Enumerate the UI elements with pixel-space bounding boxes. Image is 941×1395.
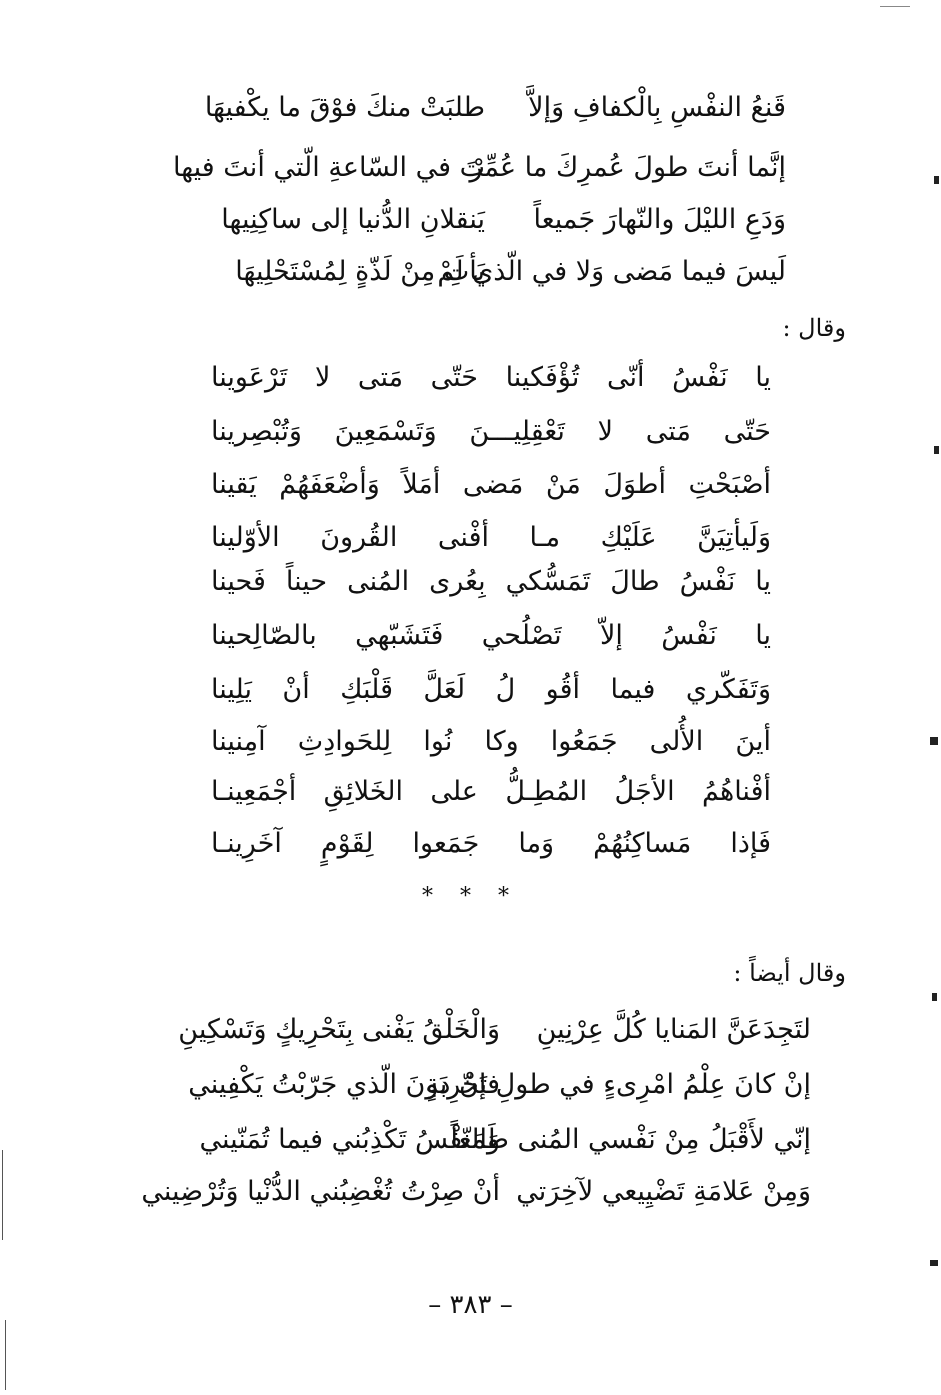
scan-edge-mark	[930, 737, 938, 745]
scan-edge-mark	[880, 6, 910, 7]
page-number: – ٣٨٣ –	[428, 1290, 513, 1320]
verse-line: أينَ الأُلى جَمَعُوا وكا نُوا لِلحَوادِثِ آمِنينا	[211, 726, 771, 757]
verse-left-hemistich: وَالْخَلْقُ يَفْنى بِتَحْرِيكٍ وَتَسْكِينِ	[178, 1014, 500, 1045]
section-heading: وقال :	[782, 314, 846, 342]
scan-edge-line	[5, 1320, 6, 1390]
verse-line: يا نَفْسُ أنّى تُؤْفَكينا حَتّى مَتى لا تَرْعَوينا	[211, 362, 771, 393]
verse-right-hemistich: قَنعُ النفْسِ بِالْكفافِ وَإلاَّ	[528, 92, 786, 123]
verse-left-hemistich: يَنقلانِ الدُّنيا إلى ساكِنِيها	[221, 204, 485, 235]
verse-right-hemistich: وَمِنْ عَلامَةِ تَضْيِيعي لآخِرَتي	[516, 1176, 811, 1207]
verse-right-hemistich: إنَّما أنتَ طولَ عُمرِكَ ما عُمِّرْ	[469, 152, 786, 183]
scan-edge-mark	[930, 1260, 938, 1266]
section-separator: * * *	[422, 884, 519, 909]
verse-right-hemistich: وَدَعِ الليْلَ والنّهارَ جَميعاً	[533, 204, 786, 235]
verse-left-hemistich: فإنّ دونَ الّذي جَرّبْتُ يَكْفِيني	[188, 1069, 500, 1100]
verse-left-hemistich: يَأتِ مِنْ لَذّةٍ لِمُسْتَحْلِيهَا	[235, 256, 485, 287]
verse-line: فَإذا مَساكِنُهُمْ وَما جَمَعوا لِقَوْمٍ آخَرِينـا	[211, 828, 771, 859]
verse-line: حَتّى مَتى لا تَعْقِلِيـــنَ وَتَسْمَعِينَ وَتُبْصِرينا	[211, 416, 771, 447]
verse-line: وَلَيأتِيَنَّ عَلَيْكِ مـا أفْنى القُرونَ الأوّلينا	[211, 522, 771, 553]
verse-left-hemistich: طلبَتْ منكَ فوْقَ ما يكْفيهَا	[204, 92, 485, 123]
scan-edge-mark	[934, 446, 939, 454]
verse-right-hemistich: إنّي لأَقْبَلُ مِنْ نَفْسي المُنى طَمَعاً	[450, 1124, 811, 1155]
scan-edge-mark	[932, 993, 937, 1001]
verse-right-hemistich: لتَجِدَعَنَّ المَنايا كُلَّ عِرْنِينِ	[536, 1014, 811, 1045]
verse-line: أفْناهُمُ الأجَلُ المُطِـلُّ على الخَلائِقِ أجْمَعِينـا	[211, 776, 771, 807]
scan-edge-mark	[934, 176, 939, 184]
verse-line: يا نَفْسُ طالَ تَمَسُّكي بِعُرى المُنى حيناً فَحينا	[211, 566, 771, 597]
verse-line: أصْبَحْتِ أطوَلَ مَنْ مَضى أمَلاً وَأضْعَفَهُمْ يَقينا	[211, 469, 771, 500]
section-heading: وقال أيضاً :	[733, 959, 846, 987]
scan-edge-line	[2, 1150, 3, 1240]
verse-line: وَتَفَكّري فيما أقُو لُ لَعَلَّ قَلْبَكِ أنْ يَلِينا	[211, 674, 771, 705]
verse-right-hemistich: إنْ كانَ عِلْمُ امْرِىءٍ في طولِ تَجْرِبَةٍ	[425, 1069, 811, 1100]
verse-left-hemistich: تَ في السّاعةِ الّتي أنتَ فيها	[172, 152, 485, 183]
verse-left-hemistich: وَالنّفْسُ تَكْذِبُني فيما تُمَنّيني	[199, 1124, 500, 1155]
verse-line: يا نَفْسُ إلاّ تَصْلُحي فَتَشَبّهي بالصّالِحينا	[211, 620, 771, 651]
verse-right-hemistich: لَيسَ فيما مَضى وَلا في الّذي لَمْ	[437, 256, 786, 287]
verse-left-hemistich: أنْ صِرْتُ تُغْضِبُني الدُّنْيا وَتُرْضِيني	[141, 1176, 500, 1207]
